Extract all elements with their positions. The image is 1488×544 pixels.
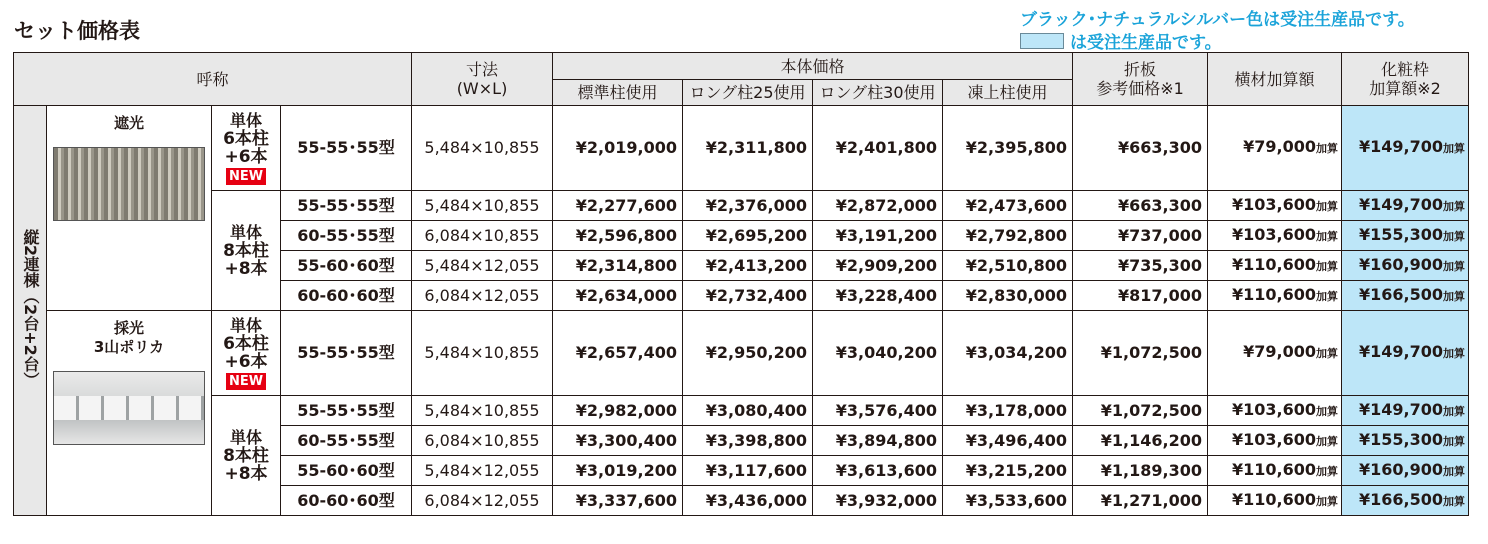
type-cell	[47, 106, 212, 311]
long25-price: ¥3,398,800	[683, 426, 813, 456]
standard-price: ¥3,019,200	[553, 456, 683, 486]
folding-price: ¥663,300	[1073, 191, 1208, 221]
pillar-cell	[212, 191, 281, 311]
header-standard: 標準柱使用	[553, 80, 683, 106]
standard-price: ¥3,337,600	[553, 486, 683, 516]
size-cell: 6,084×10,855	[412, 426, 553, 456]
long30-price: ¥3,040,200	[813, 311, 943, 396]
add-suffix: 加算	[1443, 494, 1465, 508]
long25-price: ¥3,117,600	[683, 456, 813, 486]
folding-price: ¥1,189,300	[1073, 456, 1208, 486]
decor-price: ¥155,300	[1358, 429, 1443, 449]
pillar-add: +8本	[224, 463, 268, 484]
frost-price: ¥3,034,200	[943, 311, 1073, 396]
standard-price: ¥2,277,600	[553, 191, 683, 221]
page-title: セット価格表	[14, 19, 140, 43]
long25-price: ¥3,080,400	[683, 396, 813, 426]
folding-price: ¥817,000	[1073, 281, 1208, 311]
beam-price: ¥103,600	[1231, 429, 1316, 449]
table-row	[14, 311, 1469, 396]
header-size	[412, 53, 553, 106]
size-cell: 5,484×12,055	[412, 251, 553, 281]
standard-price: ¥2,314,800	[553, 251, 683, 281]
long25-price: ¥2,413,200	[683, 251, 813, 281]
pillar-add: +8本	[224, 258, 268, 279]
folding-price: ¥1,072,500	[1073, 311, 1208, 396]
pillar-count: 6本柱	[223, 333, 269, 354]
decor-price: ¥166,500	[1358, 284, 1443, 304]
decor-add-cell	[1342, 106, 1469, 191]
side-label	[14, 106, 47, 516]
header-size-line2: (W×L)	[456, 79, 508, 98]
frost-price: ¥3,533,600	[943, 486, 1073, 516]
price-table	[13, 52, 1469, 516]
long25-price: ¥2,695,200	[683, 221, 813, 251]
decor-add-cell	[1342, 221, 1469, 251]
pillar-add: +6本	[224, 146, 268, 167]
beam-add-cell	[1208, 221, 1342, 251]
decor-add-cell	[1342, 281, 1469, 311]
long30-price: ¥3,932,000	[813, 486, 943, 516]
decor-add-cell	[1342, 191, 1469, 221]
add-suffix: 加算	[1443, 434, 1465, 448]
model-cell: 55-60･60型	[281, 456, 412, 486]
long30-price: ¥2,909,200	[813, 251, 943, 281]
folding-price: ¥1,271,000	[1073, 486, 1208, 516]
frost-price: ¥2,830,000	[943, 281, 1073, 311]
highlight-swatch	[1020, 33, 1064, 49]
header-long25: ロング柱25使用	[683, 80, 813, 106]
frost-price: ¥2,473,600	[943, 191, 1073, 221]
long25-price: ¥2,311,800	[683, 106, 813, 191]
decor-price: ¥149,700	[1358, 137, 1443, 156]
folding-price: ¥737,000	[1073, 221, 1208, 251]
frost-price: ¥3,215,200	[943, 456, 1073, 486]
standard-price: ¥2,982,000	[553, 396, 683, 426]
beam-add-cell	[1208, 426, 1342, 456]
header-beam: 横材加算額	[1208, 53, 1342, 106]
model-cell: 60-60･60型	[281, 281, 412, 311]
add-suffix: 加算	[1443, 199, 1465, 213]
new-badge: NEW	[226, 168, 266, 185]
model-cell: 55-60･60型	[281, 251, 412, 281]
pillar-type: 単体	[229, 110, 262, 130]
size-cell: 6,084×12,055	[412, 486, 553, 516]
add-suffix: 加算	[1443, 142, 1465, 155]
beam-add-cell	[1208, 191, 1342, 221]
model-cell: 60-55･55型	[281, 221, 412, 251]
add-suffix: 加算	[1443, 289, 1465, 303]
header-name: 呼称	[14, 53, 412, 106]
order-note: ブラック･ナチュラルシルバー色は受注生産品です。	[1020, 10, 1415, 30]
beam-add-cell	[1208, 396, 1342, 426]
frost-price: ¥2,792,800	[943, 221, 1073, 251]
header-body-price: 本体価格	[553, 53, 1073, 80]
beam-price: ¥103,600	[1231, 194, 1316, 214]
pillar-add: +6本	[224, 351, 268, 372]
side-label-text: 縦2連棟（2台+2台）	[21, 229, 40, 388]
legend-note-text: は受注生産品です。	[1070, 33, 1222, 53]
header-folding	[1073, 53, 1208, 106]
decor-price: ¥155,300	[1358, 224, 1443, 244]
size-cell: 6,084×10,855	[412, 221, 553, 251]
add-suffix: 加算	[1316, 494, 1338, 508]
pillar-count: 8本柱	[223, 240, 269, 261]
beam-price: ¥110,600	[1231, 489, 1316, 509]
size-cell: 5,484×10,855	[412, 191, 553, 221]
beam-add-cell	[1208, 456, 1342, 486]
header-frost: 凍上柱使用	[943, 80, 1073, 106]
folding-price: ¥1,072,500	[1073, 396, 1208, 426]
add-suffix: 加算	[1316, 142, 1338, 155]
beam-price: ¥103,600	[1231, 399, 1316, 419]
beam-add-cell	[1208, 251, 1342, 281]
long25-price: ¥2,950,200	[683, 311, 813, 396]
size-cell: 5,484×10,855	[412, 106, 553, 191]
add-suffix: 加算	[1316, 199, 1338, 213]
long30-price: ¥3,576,400	[813, 396, 943, 426]
model-cell: 60-55･55型	[281, 426, 412, 456]
pillar-type: 単体	[229, 222, 262, 242]
pillar-cell	[212, 106, 281, 191]
decor-price: ¥160,900	[1358, 459, 1443, 479]
beam-price: ¥79,000	[1243, 137, 1316, 156]
add-suffix: 加算	[1443, 404, 1465, 418]
add-suffix: 加算	[1443, 259, 1465, 273]
pillar-cell	[212, 311, 281, 396]
long30-price: ¥3,613,600	[813, 456, 943, 486]
add-suffix: 加算	[1316, 434, 1338, 448]
add-suffix: 加算	[1316, 347, 1338, 360]
add-suffix: 加算	[1443, 347, 1465, 360]
size-cell: 5,484×10,855	[412, 311, 553, 396]
add-suffix: 加算	[1316, 229, 1338, 243]
header-folding-line2: 参考価格※1	[1096, 79, 1184, 98]
beam-price: ¥110,600	[1231, 459, 1316, 479]
header-decor-line1: 化粧枠	[1380, 60, 1429, 79]
long30-price: ¥2,872,000	[813, 191, 943, 221]
model-cell: 55-55･55型	[281, 191, 412, 221]
header-size-line1: 寸法	[465, 60, 498, 79]
shade-roof-photo	[53, 147, 205, 221]
beam-add-cell	[1208, 106, 1342, 191]
beam-add-cell	[1208, 486, 1342, 516]
frost-price: ¥3,496,400	[943, 426, 1073, 456]
model-cell: 55-55･55型	[281, 106, 412, 191]
size-cell: 6,084×12,055	[412, 281, 553, 311]
add-suffix: 加算	[1443, 464, 1465, 478]
decor-add-cell	[1342, 426, 1469, 456]
long25-price: ¥2,732,400	[683, 281, 813, 311]
long30-price: ¥2,401,800	[813, 106, 943, 191]
add-suffix: 加算	[1316, 289, 1338, 303]
long30-price: ¥3,894,800	[813, 426, 943, 456]
daylight-roof-photo	[53, 371, 205, 445]
folding-price: ¥1,146,200	[1073, 426, 1208, 456]
add-suffix: 加算	[1443, 229, 1465, 243]
type-label: 遮光	[113, 114, 144, 132]
type-label-sub: 3山ポリカ	[93, 338, 165, 356]
beam-add-cell	[1208, 311, 1342, 396]
beam-price: ¥110,600	[1231, 254, 1316, 274]
decor-add-cell	[1342, 251, 1469, 281]
beam-price: ¥110,600	[1231, 284, 1316, 304]
decor-price: ¥149,700	[1358, 399, 1443, 419]
table-body	[14, 106, 1469, 516]
standard-price: ¥2,634,000	[553, 281, 683, 311]
pillar-type: 単体	[229, 315, 262, 335]
table-row	[14, 106, 1469, 191]
frost-price: ¥2,395,800	[943, 106, 1073, 191]
pillar-count: 8本柱	[223, 445, 269, 466]
folding-price: ¥735,300	[1073, 251, 1208, 281]
header-decor	[1342, 53, 1469, 106]
beam-add-cell	[1208, 281, 1342, 311]
header-folding-line1: 折板	[1123, 60, 1156, 79]
type-cell	[47, 311, 212, 516]
pillar-type: 単体	[229, 427, 262, 447]
size-cell: 5,484×10,855	[412, 396, 553, 426]
decor-price: ¥149,700	[1358, 194, 1443, 214]
header-decor-line2: 加算額※2	[1369, 79, 1441, 98]
decor-price: ¥166,500	[1358, 489, 1443, 509]
beam-price: ¥79,000	[1243, 342, 1316, 361]
decor-add-cell	[1342, 396, 1469, 426]
new-badge: NEW	[226, 373, 266, 390]
decor-add-cell	[1342, 311, 1469, 396]
standard-price: ¥2,019,000	[553, 106, 683, 191]
long30-price: ¥3,228,400	[813, 281, 943, 311]
decor-price: ¥149,700	[1358, 342, 1443, 361]
decor-price: ¥160,900	[1358, 254, 1443, 274]
model-cell: 55-55･55型	[281, 311, 412, 396]
legend-note	[1020, 28, 1222, 53]
decor-add-cell	[1342, 486, 1469, 516]
model-cell: 60-60･60型	[281, 486, 412, 516]
model-cell: 55-55･55型	[281, 396, 412, 426]
pillar-count: 6本柱	[223, 128, 269, 149]
beam-price: ¥103,600	[1231, 224, 1316, 244]
folding-price: ¥663,300	[1073, 106, 1208, 191]
add-suffix: 加算	[1316, 464, 1338, 478]
frost-price: ¥2,510,800	[943, 251, 1073, 281]
pillar-cell	[212, 396, 281, 516]
long25-price: ¥3,436,000	[683, 486, 813, 516]
size-cell: 5,484×12,055	[412, 456, 553, 486]
table-header	[14, 53, 1469, 106]
table-row	[14, 191, 1469, 221]
standard-price: ¥3,300,400	[553, 426, 683, 456]
frost-price: ¥3,178,000	[943, 396, 1073, 426]
standard-price: ¥2,596,800	[553, 221, 683, 251]
long25-price: ¥2,376,000	[683, 191, 813, 221]
header-long30: ロング柱30使用	[813, 80, 943, 106]
table-row	[14, 396, 1469, 426]
standard-price: ¥2,657,400	[553, 311, 683, 396]
add-suffix: 加算	[1316, 259, 1338, 273]
add-suffix: 加算	[1316, 404, 1338, 418]
decor-add-cell	[1342, 456, 1469, 486]
long30-price: ¥3,191,200	[813, 221, 943, 251]
type-label: 採光	[113, 319, 144, 337]
